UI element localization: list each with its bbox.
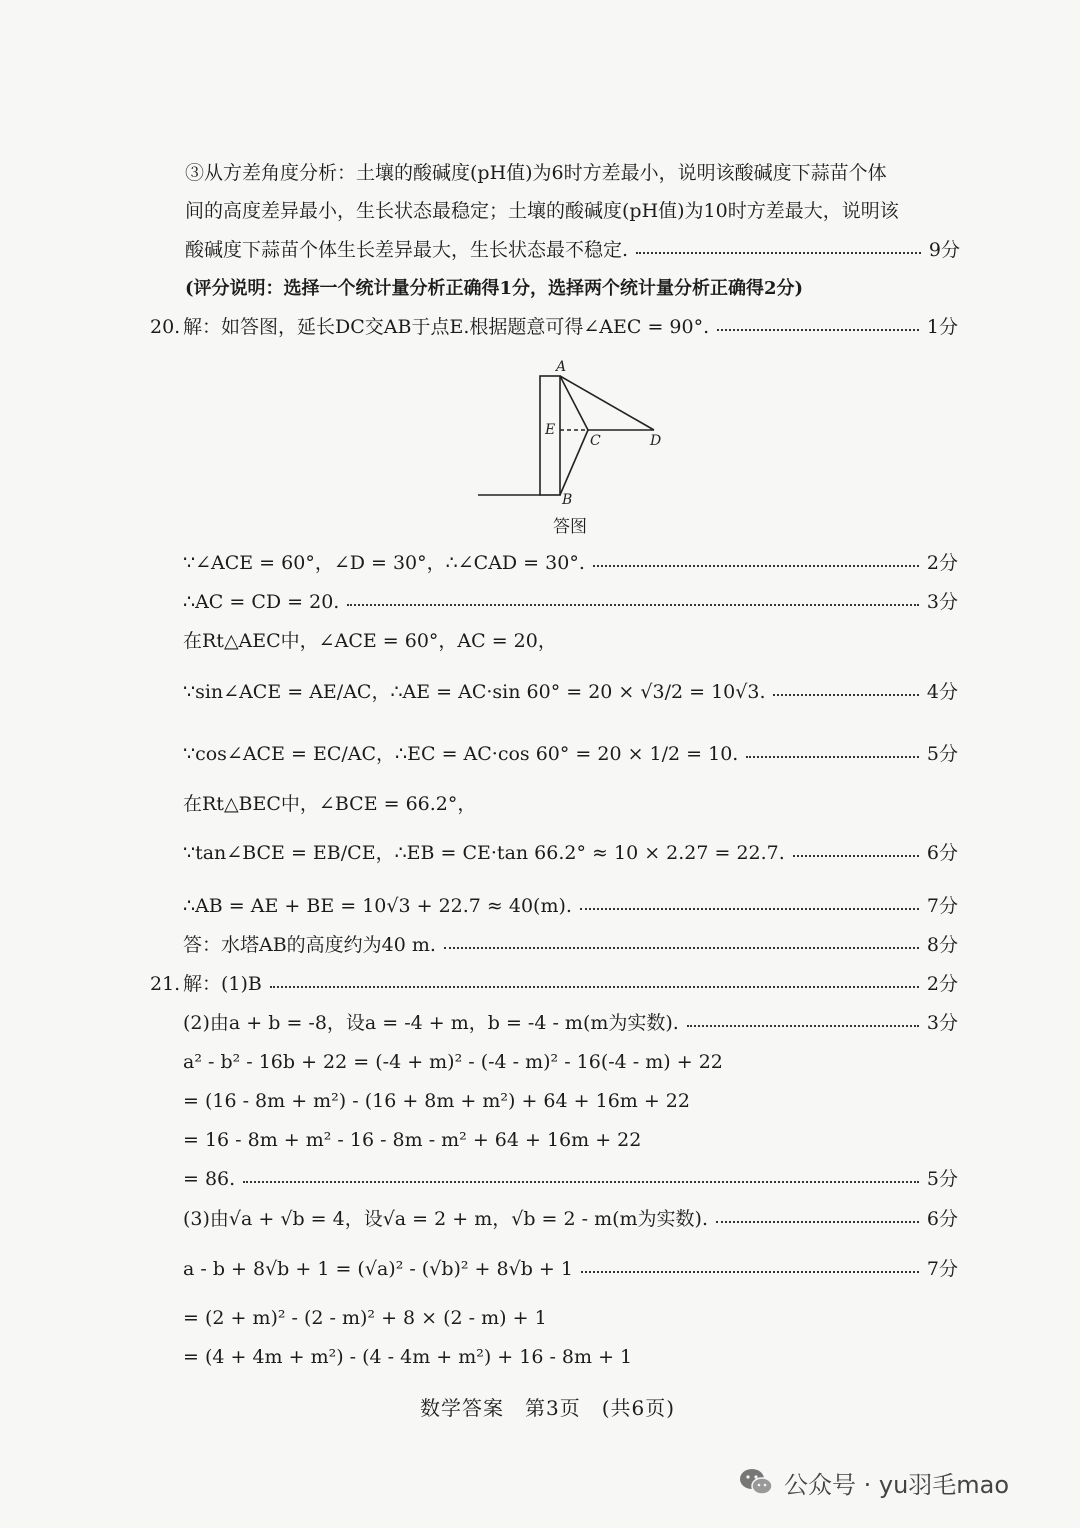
score: 2分 <box>926 973 958 995</box>
score: 4分 <box>926 681 958 703</box>
score: 2分 <box>926 552 958 574</box>
text-line: a² - b² - 16b + 22 = (-4 + m)² - (-4 - m)² - 16(-4 - m) + 22 <box>183 1051 723 1073</box>
text-line: ③从方差角度分析：土壤的酸碱度(pH值)为6时方差最小，说明该酸碱度下蒜苗个体 <box>185 162 887 184</box>
text-line-scored: ∴AB = AE + BE = 10√3 + 22.7 ≈ 40(m). 7分 <box>183 895 958 917</box>
text-line: 在Rt△BEC中，∠BCE = 66.2°， <box>183 793 477 815</box>
text-line-scored: (2)由a + b = -8，设a = -4 + m，b = -4 - m(m为实数). 3分 <box>183 1012 958 1034</box>
text-line: = (4 + 4m + m²) - (4 - 4m + m²) + 16 - 8m + 1 <box>183 1346 633 1368</box>
text-line-scored: ∵∠ACE = 60°，∠D = 30°，∴∠CAD = 30°. 2分 <box>183 552 958 574</box>
text-line-scored: ∵sin∠ACE = AE/AC，∴AE = AC·sin 60° = 20 × √3/2 = 10√3. 4分 <box>183 681 958 703</box>
geometry-figure <box>470 352 700 512</box>
wechat-icon <box>738 1467 774 1497</box>
score: 3分 <box>926 591 958 613</box>
text-line-scored: a - b + 8√b + 1 = (√a)² - (√b)² + 8√b + 1 7分 <box>183 1258 958 1280</box>
text-line-scored: (3)由√a + √b = 4，设√a = 2 + m，√b = 2 - m(m为实数). 6分 <box>183 1208 958 1230</box>
question-number: 20. <box>150 316 181 338</box>
text-line-scored: 解：(1)B 2分 <box>183 973 958 995</box>
text-line: 间的高度差异最小，生长状态最稳定；土壤的酸碱度(pH值)为10时方差最大，说明该 <box>185 200 899 222</box>
text-line-scored: 酸碱度下蒜苗个体生长差异最大，生长状态最不稳定. 9分 <box>185 239 960 261</box>
score: 3分 <box>926 1012 958 1034</box>
text-line-scored: 解：如答图，延长DC交AB于点E.根据题意可得∠AEC = 90°. 1分 <box>183 316 958 338</box>
score: 6分 <box>926 1208 958 1230</box>
score: 8分 <box>926 934 958 956</box>
score: 1分 <box>926 316 958 338</box>
label-c: C <box>590 433 601 449</box>
label-a: A <box>556 359 567 375</box>
page-footer: 数学答案 第3页 (共6页) <box>420 1396 676 1420</box>
figure-caption: 答图 <box>553 517 587 537</box>
watermark <box>738 1462 1009 1502</box>
score: 7分 <box>926 1258 958 1280</box>
text-line-scored: ∵tan∠BCE = EB/CE，∴EB = CE·tan 66.2° ≈ 10 × 2.27 = 22.7. 6分 <box>183 842 958 864</box>
scoring-note: (评分说明：选择一个统计量分析正确得1分，选择两个统计量分析正确得2分) <box>185 278 804 299</box>
line-cb <box>560 430 588 495</box>
label-d: D <box>650 433 662 449</box>
text-line-scored: ∵cos∠ACE = EC/AC，∴EC = AC·cos 60° = 20 × 1/2 = 10. 5分 <box>183 743 958 765</box>
text-line: = (16 - 8m + m²) - (16 + 8m + m²) + 64 + 16m + 22 <box>183 1090 690 1112</box>
text-line-scored: ∴AC = CD = 20. 3分 <box>183 591 958 613</box>
question-number: 21. <box>150 973 181 995</box>
score: 5分 <box>926 1168 958 1190</box>
text-line-scored: 答：水塔AB的高度约为40 m. 8分 <box>183 934 958 956</box>
text-line: = (2 + m)² - (2 - m)² + 8 × (2 - m) + 1 <box>183 1307 547 1329</box>
score: 6分 <box>926 842 958 864</box>
score: 7分 <box>926 895 958 917</box>
score: 5分 <box>926 743 958 765</box>
text-line: 在Rt△AEC中，∠ACE = 60°，AC = 20， <box>183 630 557 652</box>
text-line-scored: = 86. 5分 <box>183 1168 958 1190</box>
score: 9分 <box>928 239 960 261</box>
label-b: B <box>562 492 573 508</box>
watermark-text: 公众号 · yu羽毛mao <box>784 1470 1010 1499</box>
text-line: = 16 - 8m + m² - 16 - 8m - m² + 64 + 16m + 22 <box>183 1129 642 1151</box>
label-e: E <box>545 422 556 438</box>
